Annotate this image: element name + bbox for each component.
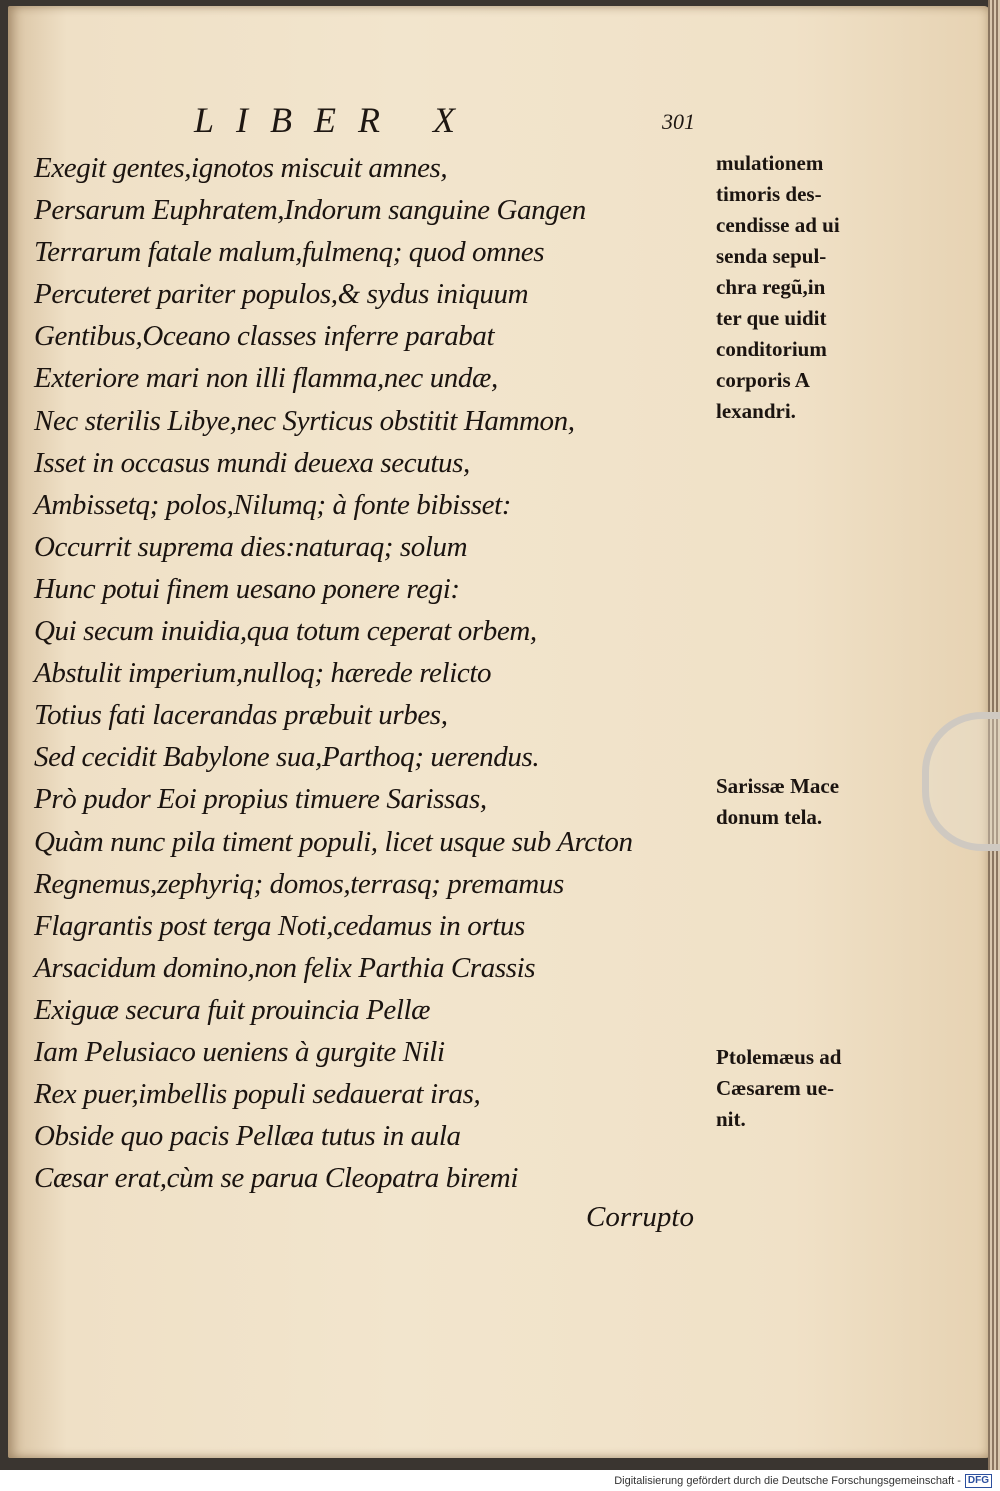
verse-line: Exegit gentes,ignotos miscuit amnes, (34, 152, 448, 184)
verse-line: Arsacidum domino,non felix Parthia Crassis (34, 951, 536, 984)
verse-line: Persarum Euphratem,Indorum sanguine Gangen (34, 194, 586, 227)
verse-line: Hunc potui finem uesano ponere regi: (34, 572, 460, 605)
verse-line: Exiguæ secura fuit prouincia Pellæ (34, 993, 431, 1026)
verse-line: Cæsar erat,cùm se parua Cleopatra biremi (34, 1162, 518, 1195)
verse-line: Terrarum fatale malum,fulmenq; quod omnes (34, 236, 545, 269)
verse-line: Totius fati lacerandas præbuit urbes, (34, 699, 448, 732)
margin-note-alexander: mulationem timoris des- cendisse ad ui senda sepul- chra regũ,in ter que uidit conditorium corporis A lexandri. (716, 151, 840, 423)
folio-number: 301 (662, 109, 695, 134)
running-title: LIBER X (194, 100, 477, 140)
verse-line: Regnemus,zephyriq; domos,terrasq; premamus (34, 867, 564, 900)
page-header (194, 99, 714, 143)
verse-text (34, 147, 714, 1199)
catchword: Corrupto (586, 1201, 694, 1233)
verse-line: Prò pudor Eoi propius timuere Sarissas, (34, 783, 487, 816)
verse-line: Abstulit imperium,nulloq; hærede relicto (34, 657, 492, 690)
verse-line: Percuteret pariter populos,& sydus iniquum (34, 278, 529, 311)
dfg-logo-icon: DFG (965, 1474, 992, 1488)
verse-line: Obside quo pacis Pellæa tutus in aula (34, 1120, 461, 1153)
verse-line: Exteriore mari non illi flamma,nec undæ, (34, 362, 498, 395)
verse-line: Gentibus,Oceano classes inferre parabat (34, 320, 495, 353)
margin-note-ptolemaeus: Ptolemæus ad Cæsarem ue- nit. (716, 1045, 842, 1131)
verse-line: Quàm nunc pila timent populi, licet usque sub Arcton (34, 825, 633, 858)
margin-note-sarissae: Sarissæ Mace donum tela. (716, 774, 840, 829)
funding-credit: Digitalisierung gefördert durch die Deutsche Forschungsgemeinschaft - (614, 1474, 961, 1487)
verse-line: Nec sterilis Libye,nec Syrticus obstitit Hammon, (34, 404, 575, 437)
verse-line: Isset in occasus mundi deuexa secutus, (34, 446, 470, 479)
verse-line: Iam Pelusiaco ueniens à gurgite Nili (34, 1035, 445, 1068)
verse-line: Occurrit suprema dies:naturaq; solum (34, 530, 468, 563)
verse-line: Qui secum inuidia,qua totum ceperat orbem, (34, 615, 537, 648)
book-page (8, 6, 990, 1458)
verse-line: Sed cecidit Babylone sua,Parthoq; uerendus. (34, 741, 540, 774)
verse-line: Flagrantis post terga Noti,cedamus in ortus (34, 909, 525, 942)
verse-line: Ambissetq; polos,Nilumq; à fonte bibisset: (34, 488, 511, 521)
digitization-footer (0, 1470, 1000, 1491)
verse-line: Rex puer,imbellis populi sedauerat iras, (34, 1078, 481, 1111)
